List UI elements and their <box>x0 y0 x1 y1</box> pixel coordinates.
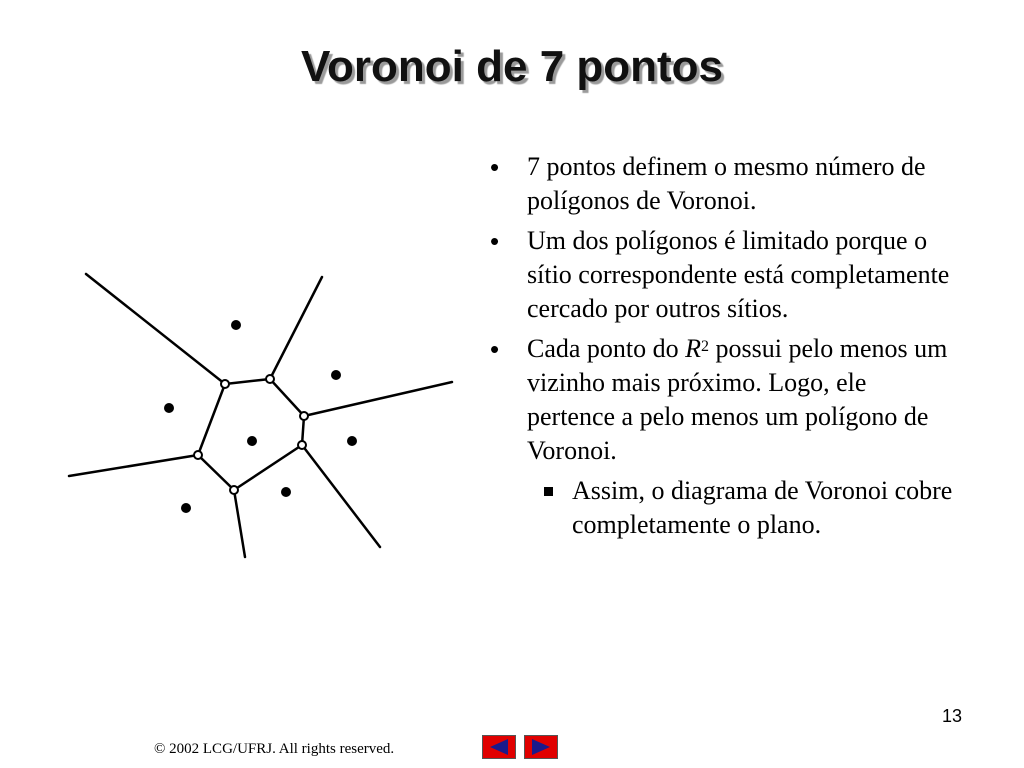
voronoi-vertex <box>230 486 238 494</box>
voronoi-vertex <box>266 375 274 383</box>
voronoi-edge <box>86 274 225 384</box>
copyright-notice: © 2002 LCG/UFRJ. All rights reserved. <box>154 741 395 757</box>
bullet-text: 7 pontos definem o mesmo número de polígonos de Voronoi. <box>527 152 926 215</box>
next-slide-button[interactable] <box>524 735 558 759</box>
bullet-item <box>490 332 960 468</box>
bullet-text-before: Cada ponto do <box>527 334 686 363</box>
bullet-text-after: possui pelo menos um vizinho mais próximo. Logo, ele pertence a pelo menos um polígono de Voronoi. <box>527 334 948 465</box>
slide-title: Voronoi de 7 pontos <box>300 42 724 91</box>
triangle-right-icon <box>525 736 557 758</box>
voronoi-edge <box>302 445 380 547</box>
voronoi-edge <box>270 277 322 379</box>
voronoi-site <box>347 436 357 446</box>
bullet-item <box>490 150 960 218</box>
triangle-left-icon <box>483 736 515 758</box>
voronoi-site <box>181 503 191 513</box>
voronoi-edge <box>234 490 245 557</box>
r-symbol: R <box>685 334 702 363</box>
voronoi-site <box>331 370 341 380</box>
voronoi-site <box>231 320 241 330</box>
voronoi-edge <box>225 379 270 384</box>
voronoi-edge <box>270 379 304 416</box>
voronoi-site <box>164 403 174 413</box>
voronoi-edge <box>198 384 225 455</box>
sub-bullet-text: Assim, o diagrama de Voronoi cobre completamente o plano. <box>572 476 953 539</box>
voronoi-vertex <box>194 451 202 459</box>
voronoi-vertex <box>298 441 306 449</box>
r-superscript: 2 <box>701 338 710 355</box>
voronoi-site <box>247 436 257 446</box>
voronoi-edge <box>304 382 452 416</box>
voronoi-site <box>281 487 291 497</box>
bullet-item <box>490 224 960 326</box>
voronoi-vertex <box>221 380 229 388</box>
bullet-symbol: • <box>490 152 500 182</box>
square-bullet-icon <box>544 487 553 496</box>
bullet-text: Um dos polígonos é limitado porque o sítio correspondente está completamente cercado por outros sítios. <box>527 226 950 323</box>
voronoi-vertex <box>300 412 308 420</box>
bullet-list <box>490 150 960 542</box>
previous-slide-button[interactable] <box>482 735 516 759</box>
voronoi-edge <box>198 455 234 490</box>
voronoi-edge <box>69 455 198 476</box>
sub-bullet-item <box>490 474 960 542</box>
voronoi-diagram <box>0 0 470 600</box>
bullet-symbol: • <box>490 226 500 256</box>
bullet-symbol: • <box>490 334 500 364</box>
slide-number: 13 <box>941 706 962 726</box>
voronoi-edge <box>234 445 302 490</box>
